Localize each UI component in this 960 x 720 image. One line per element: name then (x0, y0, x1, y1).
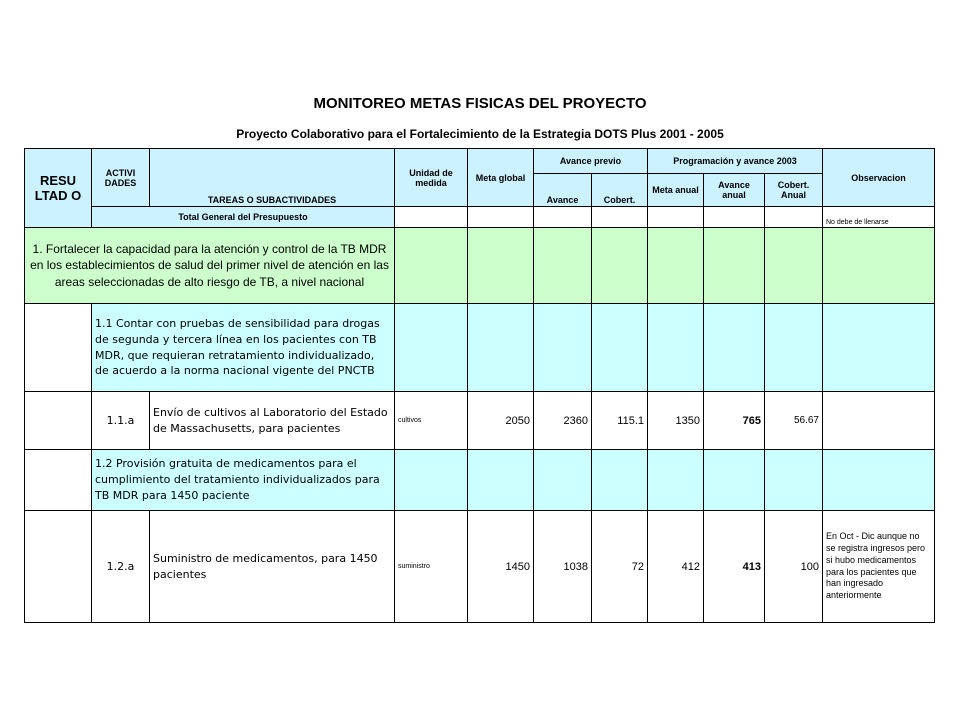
row-cell (395, 450, 468, 511)
row-cobert-anual-1-2-a: 100 (765, 511, 823, 623)
row-cell (468, 228, 534, 304)
total-cell (648, 207, 704, 228)
row-actividad-1-1: 1.1 Contar con pruebas de sensibilidad para drogas de segunda y tercera línea en los pacientes con TB MDR, que requieran retratamiento individualizado, de acuerdo a la norma nacional vigente del PNCTB (92, 304, 395, 392)
header-avance-previo: Avance previo (534, 149, 648, 174)
header-avance-anual: Avance anual (704, 174, 765, 207)
row-cell (592, 228, 648, 304)
row-task-1-2-a: Suministro de medicamentos, para 1450 pacientes (150, 511, 395, 623)
total-cell (468, 207, 534, 228)
row-cobert-1-2-a: 72 (592, 511, 648, 623)
header-cobert-anual: Cobert. Anual (765, 174, 823, 207)
row-cell (704, 304, 765, 392)
row-actividad-1-2: 1.2 Provisión gratuita de medicamentos para el cumplimiento del tratamiento individualizados para TB MDR para 1450 paciente (92, 450, 395, 511)
row-cell (823, 304, 935, 392)
header-cobert: Cobert. (592, 174, 648, 207)
row-avance-anual-1-2-a: 413 (704, 511, 765, 623)
row-cell (765, 228, 823, 304)
row-cell (468, 450, 534, 511)
row-code-1-1-a: 1.1.a (92, 392, 150, 450)
monitoring-table (24, 148, 935, 623)
row-cell (648, 228, 704, 304)
row-task-1-1-a: Envío de cultivos al Laboratorio del Estado de Massachusetts, para pacientes (150, 392, 395, 450)
total-cell (704, 207, 765, 228)
header-resultado: RESU LTAD O (25, 149, 92, 228)
row-cell (468, 304, 534, 392)
header-total-general: Total General del Presupuesto (92, 207, 395, 228)
row-cell (823, 450, 935, 511)
row-cell (765, 304, 823, 392)
row-cell (648, 304, 704, 392)
row-cell (765, 450, 823, 511)
row-cell (648, 450, 704, 511)
header-actividades: ACTIVI DADES (92, 149, 150, 207)
page-subtitle: Proyecto Colaborativo para el Fortalecimiento de la Estrategia DOTS Plus 2001 - 2005 (236, 127, 724, 141)
header-programacion: Programación y avance 2003 (648, 149, 823, 174)
header-avance: Avance (534, 174, 592, 207)
row-code-1-2-a: 1.2.a (92, 511, 150, 623)
row-cell (25, 392, 92, 450)
row-cell (823, 228, 935, 304)
row-avance-1-2-a: 1038 (534, 511, 592, 623)
header-observacion: Observacion (823, 149, 935, 207)
row-cobert-1-1-a: 115.1 (592, 392, 648, 450)
row-cell (395, 304, 468, 392)
header-meta-anual: Meta anual (648, 174, 704, 207)
row-cell (25, 450, 92, 511)
row-cobert-anual-1-1-a: 56.67 (765, 392, 823, 450)
row-cell (25, 511, 92, 623)
row-cell (395, 228, 468, 304)
row-cell (704, 228, 765, 304)
header-meta-global: Meta global (468, 149, 534, 207)
row-avance-1-1-a: 2360 (534, 392, 592, 450)
row-meta-global-1-2-a: 1450 (468, 511, 534, 623)
row-obs-1-1-a (823, 392, 935, 450)
header-tareas: TAREAS O SUBACTIVIDADES (150, 149, 395, 207)
total-cell (534, 207, 592, 228)
row-cell (592, 450, 648, 511)
no-debe-llenarse: No debe de llenarse (823, 207, 935, 228)
total-cell (765, 207, 823, 228)
row-cell (534, 304, 592, 392)
row-avance-anual-1-1-a: 765 (704, 392, 765, 450)
row-unit-1-1-a: cultivos (395, 392, 468, 450)
header-unidad: Unidad de medida (395, 149, 468, 207)
page-title: MONITOREO METAS FISICAS DEL PROYECTO (313, 95, 647, 112)
row-cell (534, 450, 592, 511)
row-meta-anual-1-1-a: 1350 (648, 392, 704, 450)
row-cell (25, 304, 92, 392)
row-cell (704, 450, 765, 511)
row-cell (534, 228, 592, 304)
row-obs-1-2-a: En Oct - Dic aunque no se registra ingresos pero si hubo medicamentos para los pacientes que han ingresado anteriormente (823, 511, 935, 623)
row-unit-1-2-a: suministro (395, 511, 468, 623)
row-meta-anual-1-2-a: 412 (648, 511, 704, 623)
row-meta-global-1-1-a: 2050 (468, 392, 534, 450)
row-cell (592, 304, 648, 392)
total-cell (592, 207, 648, 228)
total-cell (395, 207, 468, 228)
row-objetivo-1: 1. Fortalecer la capacidad para la atención y control de la TB MDR en los establecimientos de salud del primer nivel de atención en las areas seleccionadas de alto riesgo de TB, a nivel nacional (25, 228, 395, 304)
